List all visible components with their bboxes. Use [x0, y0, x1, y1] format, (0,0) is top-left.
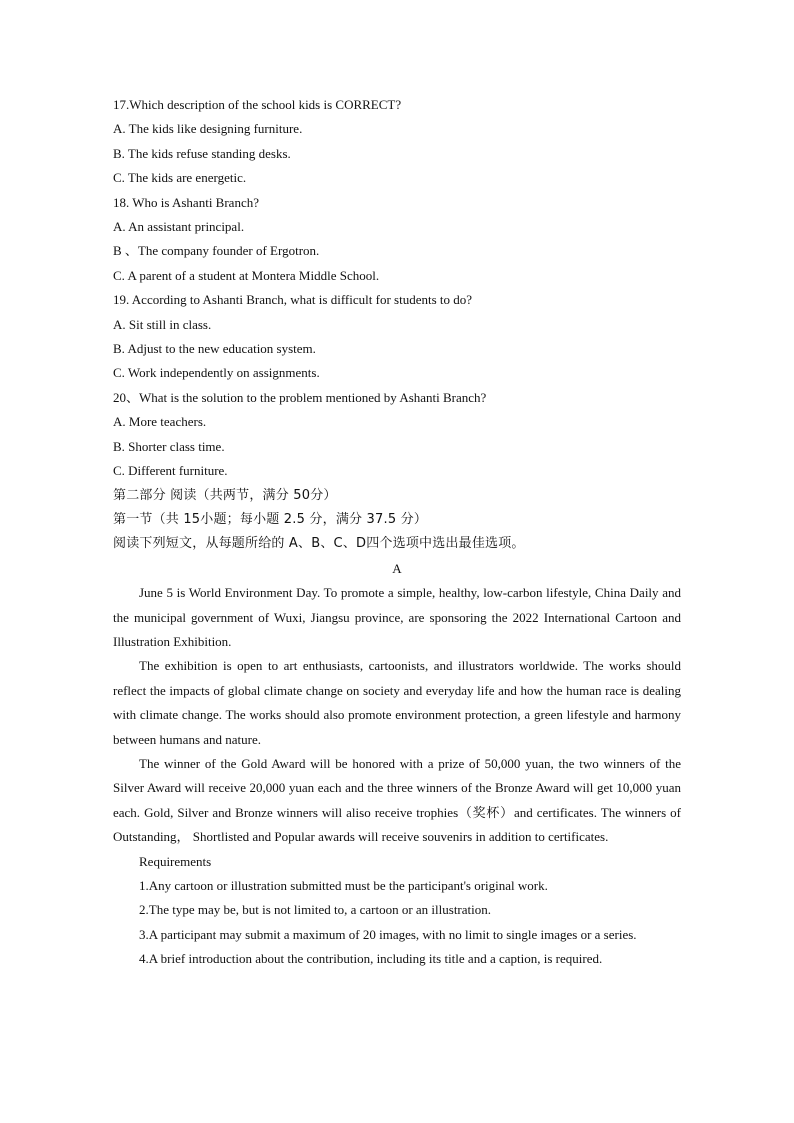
passage-paragraph: The winner of the Gold Award will be honored with a prize of 50,000 yuan, the two winners of the Silver Award will receive 20,000 yuan each and the three winners of the Bronze Award will get 10,000 yuan each. Gold, Silver and Bronze winners will aliso receive trophies（奖杯）and certificates. The winners of Outstanding， Shortlisted and Popular awards will receive souvenirs in addition to certificates. — [113, 755, 681, 845]
section-heading: 第一节（共 15小题；每小题 2.5 分，满分 37.5 分） — [113, 511, 428, 527]
requirement-item: 3.A participant may submit a maximum of 20 images, with no limit to single images or a series. — [139, 926, 637, 942]
question-stem: 17.Which description of the school kids is CORRECT? — [113, 97, 402, 112]
question-18 — [113, 191, 681, 289]
page-content — [113, 93, 681, 972]
question-stem: 18. Who is Ashanti Branch? — [113, 194, 259, 210]
option-c: C. Work independently on assignments. — [113, 365, 320, 381]
option-b: B. Adjust to the new education system. — [113, 341, 316, 357]
requirement-item: 2.The type may be, but is not limited to, a cartoon or an illustration. — [139, 902, 492, 918]
requirements-heading: Requirements — [139, 853, 212, 869]
option-b: B. Shorter class time. — [113, 438, 225, 454]
option-c: C. The kids are energetic. — [113, 170, 247, 186]
question-20 — [113, 386, 681, 484]
option-c: C. A parent of a student at Montera Middle School. — [113, 267, 380, 283]
option-b: B 、The company founder of Ergotron. — [113, 243, 320, 259]
passage-paragraph: June 5 is World Environment Day. To promote a simple, healthy, low-carbon lifestyle, China Daily and the municipal government of Wuxi, Jiangsu province, are sponsoring the 2022 International Cartoon and Illustration Exhibition. — [113, 585, 681, 649]
question-stem: 19. According to Ashanti Branch, what is difficult for students to do? — [113, 292, 473, 308]
passage-paragraph: The exhibition is open to art enthusiasts, cartoonists, and illustrators worldwide. The works should reflect the impacts of global climate change on society and everyday life and how the human race is dealing with climate change. The works should also promote environment protection, a green lifestyle and harmony between humans and nature. — [113, 658, 681, 747]
option-c: C. Different furniture. — [113, 463, 228, 479]
option-a: A. More teachers. — [113, 414, 207, 430]
part-heading: 第二部分 阅读（共两节，满分 50分） — [113, 487, 337, 503]
passage-label: A — [392, 560, 402, 576]
question-19 — [113, 288, 681, 386]
option-a: A. The kids like designing furniture. — [113, 121, 303, 137]
question-17 — [113, 93, 681, 191]
option-b: B. The kids refuse standing desks. — [113, 145, 291, 161]
requirement-item: 4.A brief introduction about the contribution, including its title and a caption, is required. — [139, 951, 603, 967]
option-a: A. Sit still in class. — [113, 316, 212, 332]
instruction: 阅读下列短文，从每题所给的 A、B、C、D四个选项中选出最佳选项。 — [113, 536, 525, 552]
requirement-item: 1.Any cartoon or illustration submitted must be the participant's original work. — [139, 878, 548, 893]
option-a: A. An assistant principal. — [113, 219, 245, 235]
question-stem: 20、What is the solution to the problem mentioned by Ashanti Branch? — [113, 389, 487, 405]
